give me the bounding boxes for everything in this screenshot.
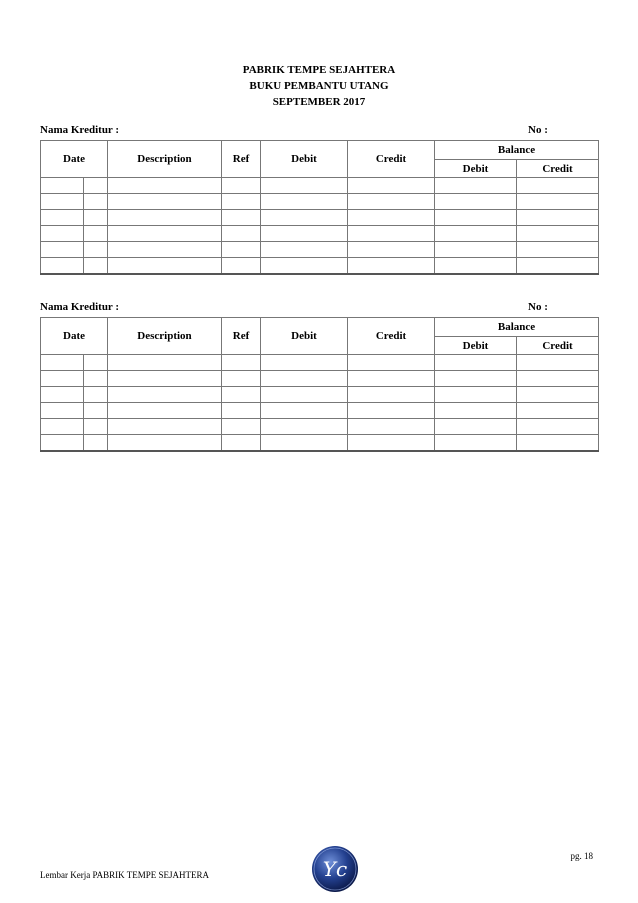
table-row: [41, 371, 599, 387]
ledger-table: [40, 140, 599, 275]
logo-lettering: Yc: [322, 857, 348, 881]
page-number: pg. 18: [570, 851, 593, 861]
col-date: Date: [41, 141, 108, 178]
col-credit: Credit: [348, 141, 435, 178]
kreditur-label: Nama Kreditur :: [40, 124, 120, 136]
table-row: [41, 355, 599, 371]
table-row: [41, 419, 599, 435]
col-balance-debit: Debit: [435, 160, 517, 178]
table-row: [41, 226, 599, 242]
col-description: Description: [108, 141, 222, 178]
col-balance: Balance: [435, 318, 599, 337]
table-row: [41, 435, 599, 452]
table-row: [41, 258, 599, 275]
ledger-table: [40, 317, 599, 452]
col-debit: Debit: [261, 318, 348, 355]
col-balance-credit: Credit: [517, 337, 599, 355]
book-title: BUKU PEMBANTU UTANG: [249, 80, 389, 92]
period: SEPTEMBER 2017: [272, 96, 366, 108]
col-description: Description: [108, 318, 222, 355]
table-row: [41, 210, 599, 226]
col-balance-debit: Debit: [435, 337, 517, 355]
table-row: [41, 242, 599, 258]
col-credit: Credit: [348, 318, 435, 355]
logo-icon: [311, 845, 359, 893]
no-label: No :: [528, 124, 548, 136]
col-ref: Ref: [222, 318, 261, 355]
col-balance: Balance: [435, 141, 599, 160]
col-date: Date: [41, 318, 108, 355]
table-row: [41, 194, 599, 210]
table-row: [41, 403, 599, 419]
kreditur-row: [40, 299, 598, 317]
col-balance-credit: Credit: [517, 160, 599, 178]
col-debit: Debit: [261, 141, 348, 178]
ledger-section-2: [40, 299, 598, 452]
kreditur-label: Nama Kreditur :: [40, 301, 120, 313]
table-row: [41, 178, 599, 194]
ledger-section-1: [40, 122, 598, 275]
company-name: PABRIK TEMPE SEJAHTERA: [242, 64, 396, 76]
document-header: [0, 62, 638, 110]
col-ref: Ref: [222, 141, 261, 178]
no-label: No :: [528, 301, 548, 313]
table-row: [41, 387, 599, 403]
kreditur-row: [40, 122, 598, 140]
footer-text: Lembar Kerja PABRIK TEMPE SEJAHTERA: [40, 870, 209, 880]
